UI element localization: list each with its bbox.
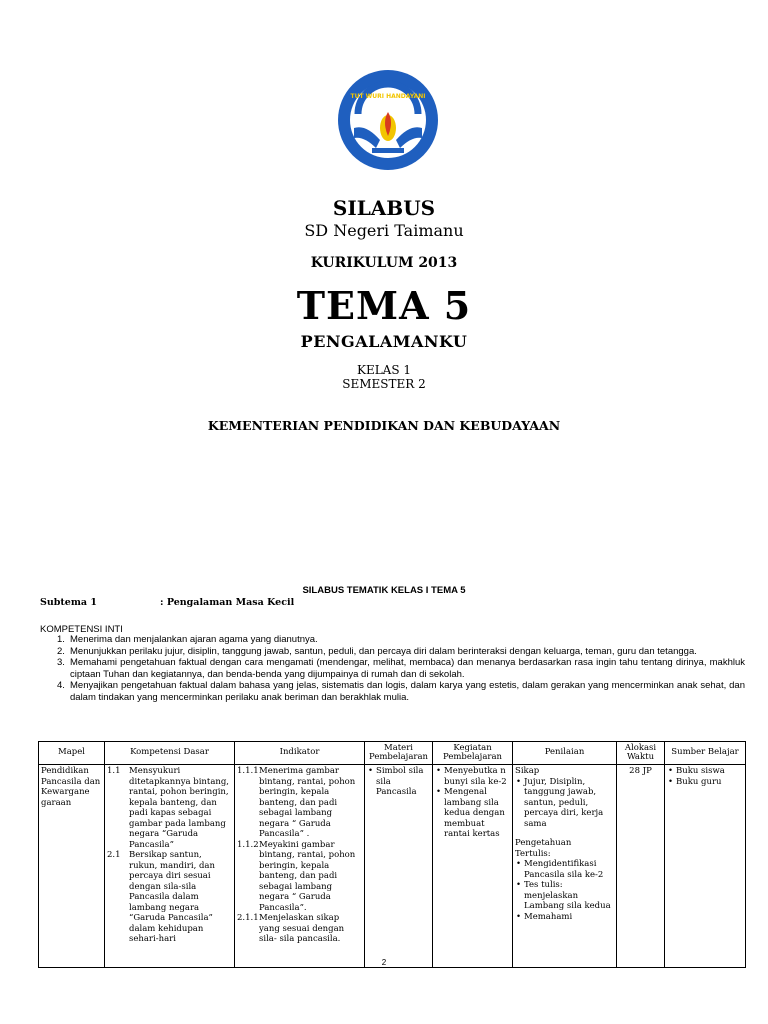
- cell-sumber: [665, 765, 746, 968]
- table-row: [39, 765, 746, 968]
- ki-item: 4. Menyajikan pengetahuan faktual dalam bahasa yang jelas, sistematis dan logis, dalam karya yang estetis, dalam gerakan yang mencerminkan anak sehat, dan dalam tindakan yang mencerminkan perilaku anak beriman dan berakhlak mulia.: [57, 680, 745, 703]
- page-number: 2: [381, 958, 387, 967]
- header-penilaian: Penilaian: [513, 742, 617, 765]
- header-alokasi: Alokasi Waktu: [617, 742, 665, 765]
- kd-item: 1.1 Mensyukuri ditetapkannya bintang, rantai, pohon beringin, kepala banteng, dan padi kapas sebagai gambar pada lambang negara “Garuda Pancasila”: [107, 766, 230, 850]
- penilaian-pengetahuan-label: Pengetahuan: [515, 838, 572, 848]
- ki-heading: KOMPETENSI INTI: [40, 624, 123, 635]
- cell-kegiatan: [433, 765, 513, 968]
- header-kegiatan: Kegiatan Pembelajaran: [433, 742, 513, 765]
- cell-alokasi: 28 JP: [617, 765, 665, 968]
- kd-item: 2.1 Bersikap santun, rukun, mandiri, dan percaya diri sesuai dengan sila-sila Pancasila dalam lambang negara “Garuda Pancasila” dalam kehidupan sehari-hari: [107, 850, 215, 944]
- penilaian-sikap-item: • Jujur, Disiplin, tanggung jawab, santun, peduli, percaya diri, kerja sama: [515, 777, 614, 830]
- theme-subtitle: PENGALAMANKU: [300, 332, 468, 351]
- tut-wuri-handayani-logo: [336, 68, 440, 172]
- subtema-label: Subtema 1: [40, 597, 97, 608]
- class-label: KELAS 1: [356, 363, 412, 377]
- school-name: SD Negeri Taimanu: [304, 221, 464, 240]
- header-mapel: Mapel: [39, 742, 105, 765]
- penilaian-sikap-label: Sikap: [515, 766, 540, 776]
- penilaian-tertulis-item: • Mengidentifikasi Pancasila sila ke-2: [515, 859, 614, 880]
- cell-materi: [365, 765, 433, 968]
- ministry-name: KEMENTERIAN PENDIDIKAN DAN KEBUDAYAAN: [207, 418, 561, 433]
- indikator-item: 2.1.1 Menjelaskan sikap yang sesuai dengan sila- sila pancasila.: [237, 913, 345, 944]
- subtema-line: [40, 597, 294, 608]
- theme-title: TEMA 5: [296, 283, 472, 328]
- indikator-item: 1.1.2 Meyakini gambar bintang, rantai, pohon beringin, kepala banteng, dan padi sebagai lambang negara “ Garuda Pancasila”.: [237, 839, 356, 913]
- sumber-item: • Buku guru: [667, 777, 743, 788]
- cell-indikator: [235, 765, 365, 968]
- ki-list: [40, 634, 745, 703]
- curriculum-label: KURIKULUM 2013: [310, 255, 458, 271]
- penilaian-tertulis-item: • Memahami: [515, 912, 614, 923]
- penilaian-tertulis-label: Tertulis:: [515, 848, 551, 859]
- ki-item: 1. Menerima dan menjalankan ajaran agama yang dianutnya.: [57, 634, 318, 645]
- header-sumber: Sumber Belajar: [665, 742, 746, 765]
- semester-label: SEMESTER 2: [342, 377, 426, 391]
- svg-text:TUT WURI HANDAYANI: TUT WURI HANDAYANI: [350, 93, 426, 100]
- indikator-item: 1.1.1 Menerima gambar bintang, rantai, pohon beringin, kepala banteng, dan padi sebagai lambang negara “ Garuda Pancasila” .: [237, 766, 356, 839]
- kegiatan-item: • Mengenal lambang sila kedua dengan membuat rantai kertas: [435, 787, 510, 840]
- kegiatan-item: • Menyebutka n bunyi sila ke-2: [435, 766, 510, 787]
- cell-kompetensi-dasar: [105, 765, 235, 968]
- subtema-value: : Pengalaman Masa Kecil: [160, 597, 295, 608]
- ki-item: 3. Memahami pengetahuan faktual dengan cara mengamati (mendengar, melihat, membaca) dan menanya berdasarkan rasa ingin tahu tentang dirinya, makhluk ciptaan Tuhan dan kegiatannya, dan benda-benda yang dijumpainya di rumah dan di sekolah.: [57, 657, 745, 680]
- header-indikator: Indikator: [235, 742, 365, 765]
- cell-penilaian: [513, 765, 617, 968]
- syllabus-table: [38, 741, 746, 968]
- materi-item: • Simbol sila sila Pancasila: [367, 766, 430, 798]
- sumber-item: • Buku siswa: [667, 766, 743, 777]
- header-materi: Materi Pembelajaran: [365, 742, 433, 765]
- cell-mapel: Pendidikan Pancasila dan Kewargane garaan: [39, 765, 105, 968]
- penilaian-tertulis-item: • Tes tulis: menjelaskan Lambang sila kedua: [515, 880, 614, 912]
- table-header-row: [39, 742, 746, 765]
- syllabus-title: SILABUS TEMATIK KELAS I TEMA 5: [302, 585, 466, 596]
- ki-item: 2. Menunjukkan perilaku jujur, disiplin, tanggung jawab, santun, peduli, dan percaya diri dalam berinteraksi dengan keluarga, teman, guru dan tetangga.: [57, 645, 697, 657]
- document-title: SILABUS: [332, 196, 436, 220]
- header-kompetensi-dasar: Kompetensi Dasar: [105, 742, 235, 765]
